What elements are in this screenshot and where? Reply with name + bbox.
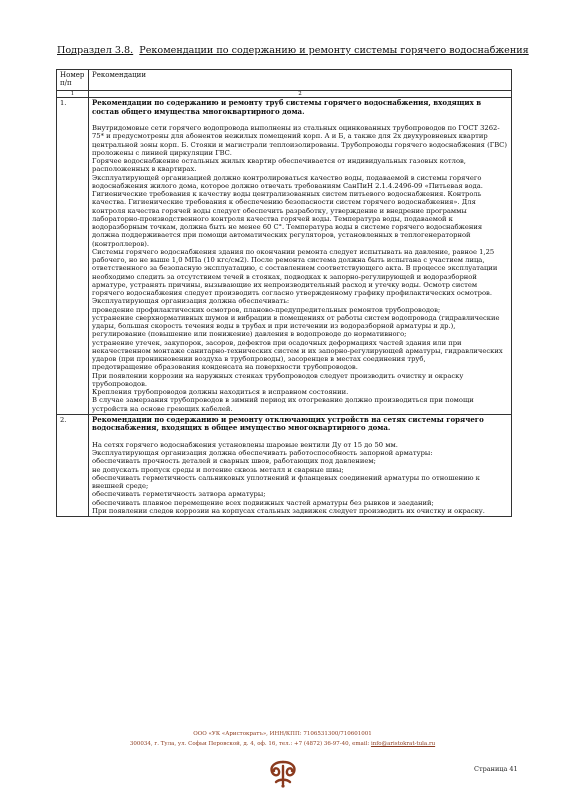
row-number: 1. [57,98,89,415]
index-cell-1: 1 [57,91,89,98]
recommendations-table [56,69,512,517]
col-number-header: Номер п/п [57,70,89,91]
paragraph: Эксплуатирующая организация должна обеспечивать работоспособность запорной арматуры: [92,449,433,457]
paragraph: обеспечивать плавное перемещение всех подвижных частей арматуры без рывков и заеданий; [92,498,434,507]
paragraph: устранение утечек, закупорок, засоров, дефектов при осадочных деформациях частей здания или при некачественном монтаже санитарно-технических систем и их запорно-регулирующей арматуры, гидравлических ударов (при проникновении воздуха в трубопроводы), засоренцев в местах соединения труб, [92,338,503,363]
row-content [89,414,512,516]
ornament-logo-icon [262,758,304,788]
paragraph: В случае замерзания трубопроводов в зимний период их отогревание должно производиться при помощи устройств на основе греющих кабелей. [92,396,474,413]
index-cell-2: 2 [89,91,512,98]
paragraph: Внутридомовые сети горячего водопровода выполнены из стальных оцинкованных трубопроводов по ГОСТ 3262-75* и предусмотрены для абонентов нежилых помещений корп. А и Б, а также для 2х двухуровневых квартир центральной зоны корп. Б. Стояки и магистрали теплоизолированы. Трубопроводы горячего водоснабжения (ГВС) проложены с линией циркуляции ГВС. [92,124,507,157]
paragraph: Эксплуатирующей организацией должно контролироваться качество воды, подаваемой в системы горячего водоснабжения жилого дома, которое должно отвечать требованиям СанПиН 2.1.4.2496-09 «Питьевая вода. Гигиенические требования к качеству воды централизованных систем питьевого водоснабжения. Контроль качества. Гигиенические требования к обеспечению безопасности систем горячего водоснабжения». Для контроля качества горячей воды следует обеспечить разработку, утверждение и внедрение программы лабораторно-производственного контроля качества горячей воды. Температура воды, подаваемой к водоразборным точкам, должна быть не менее 60 С°. Температура воды в системе горячего водоснабжения должна поддерживается при помощи автоматических регуляторов, установленных в теплогенераторной (контроллеров). [92,173,483,248]
section-title: Рекомендации по содержанию и ремонту системы горячего водоснабжения [139,45,529,56]
footer-address-text: 300034, г. Тула, ул. Софьи Перовской, д. 4, оф. 16, тел.: +7 (4872) 36-97-40, email: [129,741,371,747]
row-title: Рекомендации по содержанию и ремонту труб системы горячего водоснабжения, входящих в состав общего имущества многоквартирного дома. [92,98,482,116]
paragraph: обеспечивать герметичность затвора арматуры; [92,490,266,499]
row-content [89,98,512,415]
table-header-row [57,70,512,91]
footer-company: ООО «УК «Аристократъ», ИНН/КПП: 7106531300/710601001 [193,731,372,737]
paragraph: не допускать пропуск среды и потение сквозь металл и сварные швы; [92,465,344,474]
paragraph: обеспечивать герметичность сальниковых уплотнений и фланцевых соединений арматуры по отношению к внешней среде; [92,473,480,490]
paragraph: Эксплуатирующая организация должна обеспечивать: [92,297,290,306]
row-title: Рекомендации по содержанию и ремонту отключающих устройств на сетях системы горячего водоснабжения, входящих в общее имущество многоквартирного дома. [92,414,484,433]
paragraph: устранение сверхнормативных шумов и вибрации в помещениях от работы систем водопровода (гидравлические удары, большая скорость течения воды в трубах и при истечении из водоразборной арматуры и др.), регулирование (повышение или понижение) давления в водопроводе до нормативного; [92,313,500,339]
paragraph: проведение профилактических осмотров, планово-предупредительных ремонтов трубопроводов; [92,305,441,314]
page-number: Страница 41 [474,765,518,773]
table-row [57,414,512,516]
paragraph: При появлении следов коррозии на корпусах стальных задвижек следует производить их очистку и окраску. [92,506,485,515]
paragraph: Крепления трубопроводов должны находиться в исправном состоянии. [92,388,349,396]
section-number: Подраздел 3.8. [57,45,134,56]
row-number: 2. [57,414,89,516]
col-recommendations-header: Рекомендации [89,70,512,91]
paragraph: При появлении коррозии на наружных стенках трубопроводов следует производить очистку и окраску трубопроводов. [92,371,464,388]
paragraph: обеспечивать прочность деталей и сварных швов, работающих под давлением; [92,457,376,466]
section-heading [57,45,529,56]
paragraph: предотвращение образования конденсата на поверхности трубопроводов. [92,363,358,372]
paragraph: Горячее водоснабжение остальных жилых квартир обеспечивается от индивидуальных газовых котлов, расположенных в квартирах. [92,157,466,174]
footer-email-link[interactable]: info@aristokrat-tula.ru [370,741,436,747]
table-row [57,98,512,415]
table-index-row [57,91,512,98]
paragraph: На сетях горячего водоснабжения установлены шаровые вентили Ду от 15 до 50 мм. [92,440,398,449]
footer-address [0,740,565,748]
paragraph: Системы горячего водоснабжения здания по окончании ремонта следует испытывать на давление, равное 1,25 рабочего, но не выше 1,0 МПа (10 кгс/см2). После ремонта система должна быть испытана с участием лица, ответственного за безопасную эксплуатацию, с составлением соответствующего акта. В процессе эксплуатации необходимо следить за отсутствием течей в стояках, подводках к запорно-регулирующей и водоразборной арматуре, устранять причины, вызывающие их непроизводительный расход и утечку воды. Осмотр систем горячего водоснабжения следует производить согласно утвержденному графику профилактических осмотров. [92,247,498,297]
